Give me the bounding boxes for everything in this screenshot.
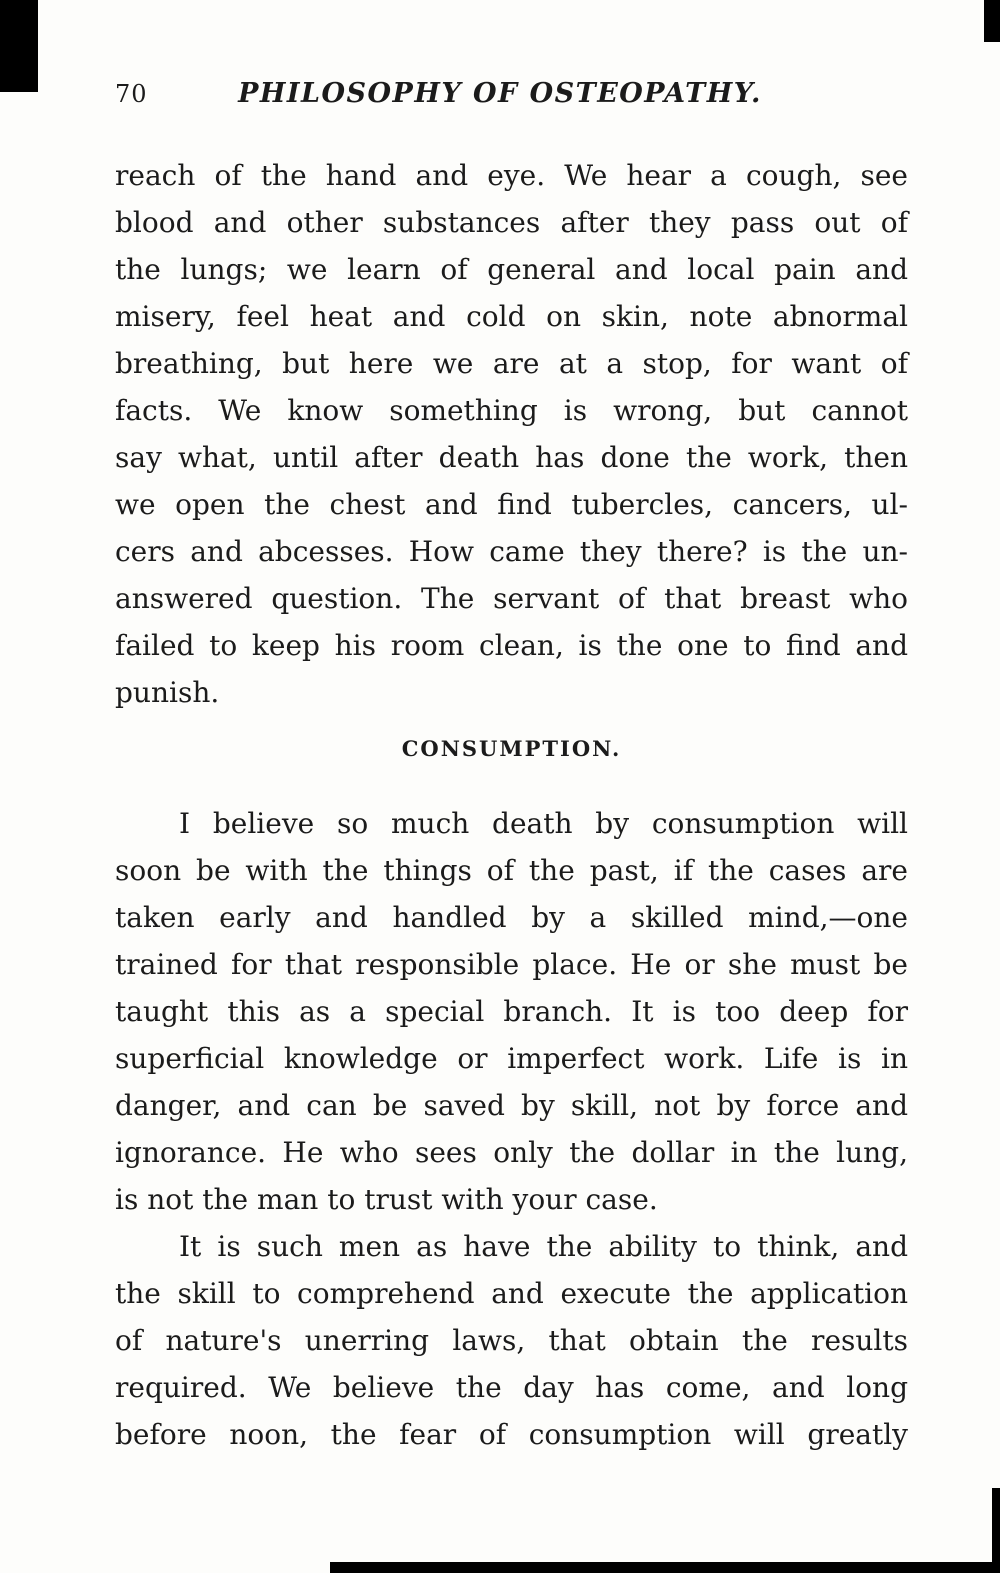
text-line: trained for that responsible place. He or she must be	[115, 948, 908, 981]
text-line: I believe so much death by consumption will	[179, 807, 908, 840]
section-heading: CONSUMPTION.	[401, 736, 622, 761]
text-line: taken early and handled by a skilled mind,—one	[115, 901, 908, 934]
text-line: punish.	[115, 676, 220, 709]
text-line: answered question. The servant of that breast who	[115, 582, 908, 615]
text-line: blood and other substances after they pass out of	[115, 206, 908, 239]
text-line: reach of the hand and eye. We hear a cough, see	[115, 159, 908, 192]
text-line: ignorance. He who sees only the dollar in the lung,	[115, 1136, 908, 1169]
text-line: of nature's unerring laws, that obtain the results	[115, 1324, 908, 1357]
text-line: before noon, the fear of consumption will greatly	[115, 1418, 908, 1451]
text-line: breathing, but here we are at a stop, for want of	[115, 347, 908, 380]
text-line: required. We believe the day has come, and long	[115, 1371, 908, 1404]
paragraph	[115, 152, 908, 716]
scan-artifact-bottom-right	[992, 1488, 1000, 1573]
scan-artifact-bottom-edge	[330, 1562, 1000, 1573]
text-line: misery, feel heat and cold on skin, note abnormal	[115, 300, 908, 333]
page-header	[0, 78, 1000, 116]
text-line: failed to keep his room clean, is the one to find and	[115, 629, 908, 662]
text-line: is not the man to trust with your case.	[115, 1183, 658, 1216]
page-body	[0, 152, 1000, 1458]
text-line: say what, until after death has done the work, then	[115, 441, 908, 474]
scan-artifact-top-right	[984, 0, 1000, 42]
text-line: facts. We know something is wrong, but cannot	[115, 394, 908, 427]
text-line: soon be with the things of the past, if the cases are	[115, 854, 908, 887]
text-line: It is such men as have the ability to think, and	[179, 1230, 908, 1263]
running-title: PHILOSOPHY OF OSTEOPATHY.	[238, 78, 762, 109]
text-line: we open the chest and find tubercles, cancers, ul-	[115, 488, 908, 521]
text-line: danger, and can be saved by skill, not by force and	[115, 1089, 908, 1122]
text-line: the lungs; we learn of general and local pain and	[115, 253, 908, 286]
text-line: the skill to comprehend and execute the application	[115, 1277, 908, 1310]
paragraph	[115, 1223, 908, 1458]
text-line: taught this as a special branch. It is too deep for	[115, 995, 908, 1028]
paragraph	[115, 800, 908, 1223]
text-line: superficial knowledge or imperfect work. Life is in	[115, 1042, 908, 1075]
page-number: 70	[115, 80, 148, 108]
text-line: cers and abcesses. How came they there? is the un-	[115, 535, 908, 568]
